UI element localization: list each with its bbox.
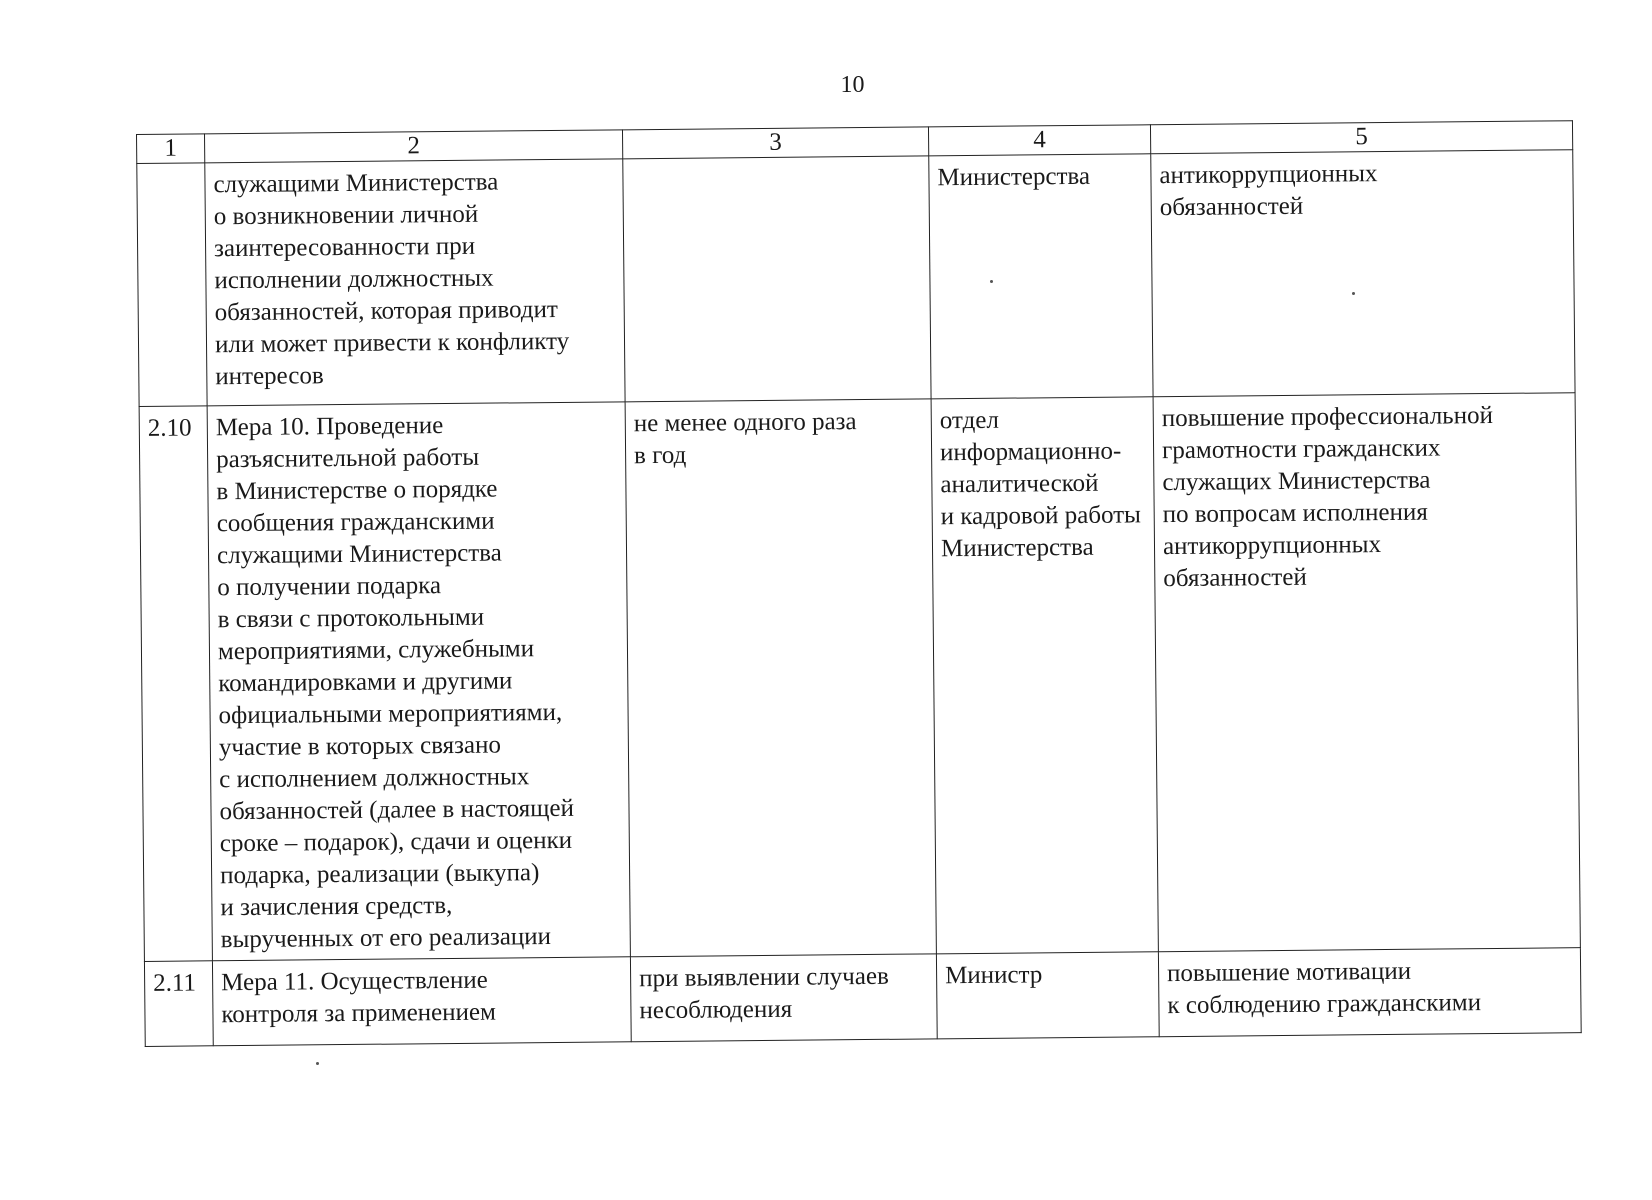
- result-cell: антикоррупционных обязанностей: [1151, 150, 1575, 397]
- header-col-1: 1: [137, 134, 205, 164]
- table-row: [144, 948, 1581, 1047]
- header-col-3: 3: [622, 127, 928, 159]
- scan-speck: [1352, 292, 1355, 295]
- row-number: 2.11: [144, 961, 213, 1047]
- header-col-5: 5: [1150, 121, 1572, 154]
- page-number: 10: [840, 72, 865, 98]
- term-cell: [623, 156, 931, 402]
- term-cell: при выявлении случаев несоблюдения: [630, 954, 937, 1042]
- scan-speck: [316, 1062, 319, 1065]
- table-row: [139, 393, 1580, 962]
- term-cell: не менее одного раза в год: [625, 399, 936, 957]
- header-col-4: 4: [928, 125, 1150, 156]
- row-number: 2.10: [139, 406, 212, 962]
- measure-cell: Мера 11. Осуществление контроля за применением: [212, 957, 631, 1046]
- responsible-cell: Министр: [936, 952, 1159, 1039]
- row-number: [137, 163, 207, 407]
- result-cell: повышение профессиональной грамотности гражданских служащих Министерства по вопросам исполнения антикоррупционных обязанностей: [1153, 393, 1580, 952]
- table-row: [137, 150, 1575, 407]
- header-col-2: 2: [205, 130, 623, 163]
- scan-speck: [990, 280, 993, 283]
- responsible-cell: Министерства: [929, 154, 1153, 399]
- responsible-cell: отдел информационно- аналитической и кадровой работы Министерства: [931, 397, 1158, 954]
- measure-cell: служащими Министерства о возникновении личной заинтересованности при исполнении должностных обязанностей, которая приводит или может привести к конфликту интересов: [205, 159, 625, 406]
- measures-table: [136, 120, 1582, 1047]
- measure-cell: Мера 10. Проведение разъяснительной работы в Министерстве о порядке сообщения гражданскими служащими Министерства о получении подарка в связи с протокольными мероприятиями, служебными командировками и другими официальными мероприятиями, участие в которых связано с исполнением должностных обязанностей (далее в настоящей сроке – подарок), сдачи и оценки подарка, реализации (выкупа) и зачисления средств, вырученных от его реализации: [207, 402, 630, 961]
- result-cell: повышение мотивации к соблюдению гражданскими: [1158, 948, 1581, 1037]
